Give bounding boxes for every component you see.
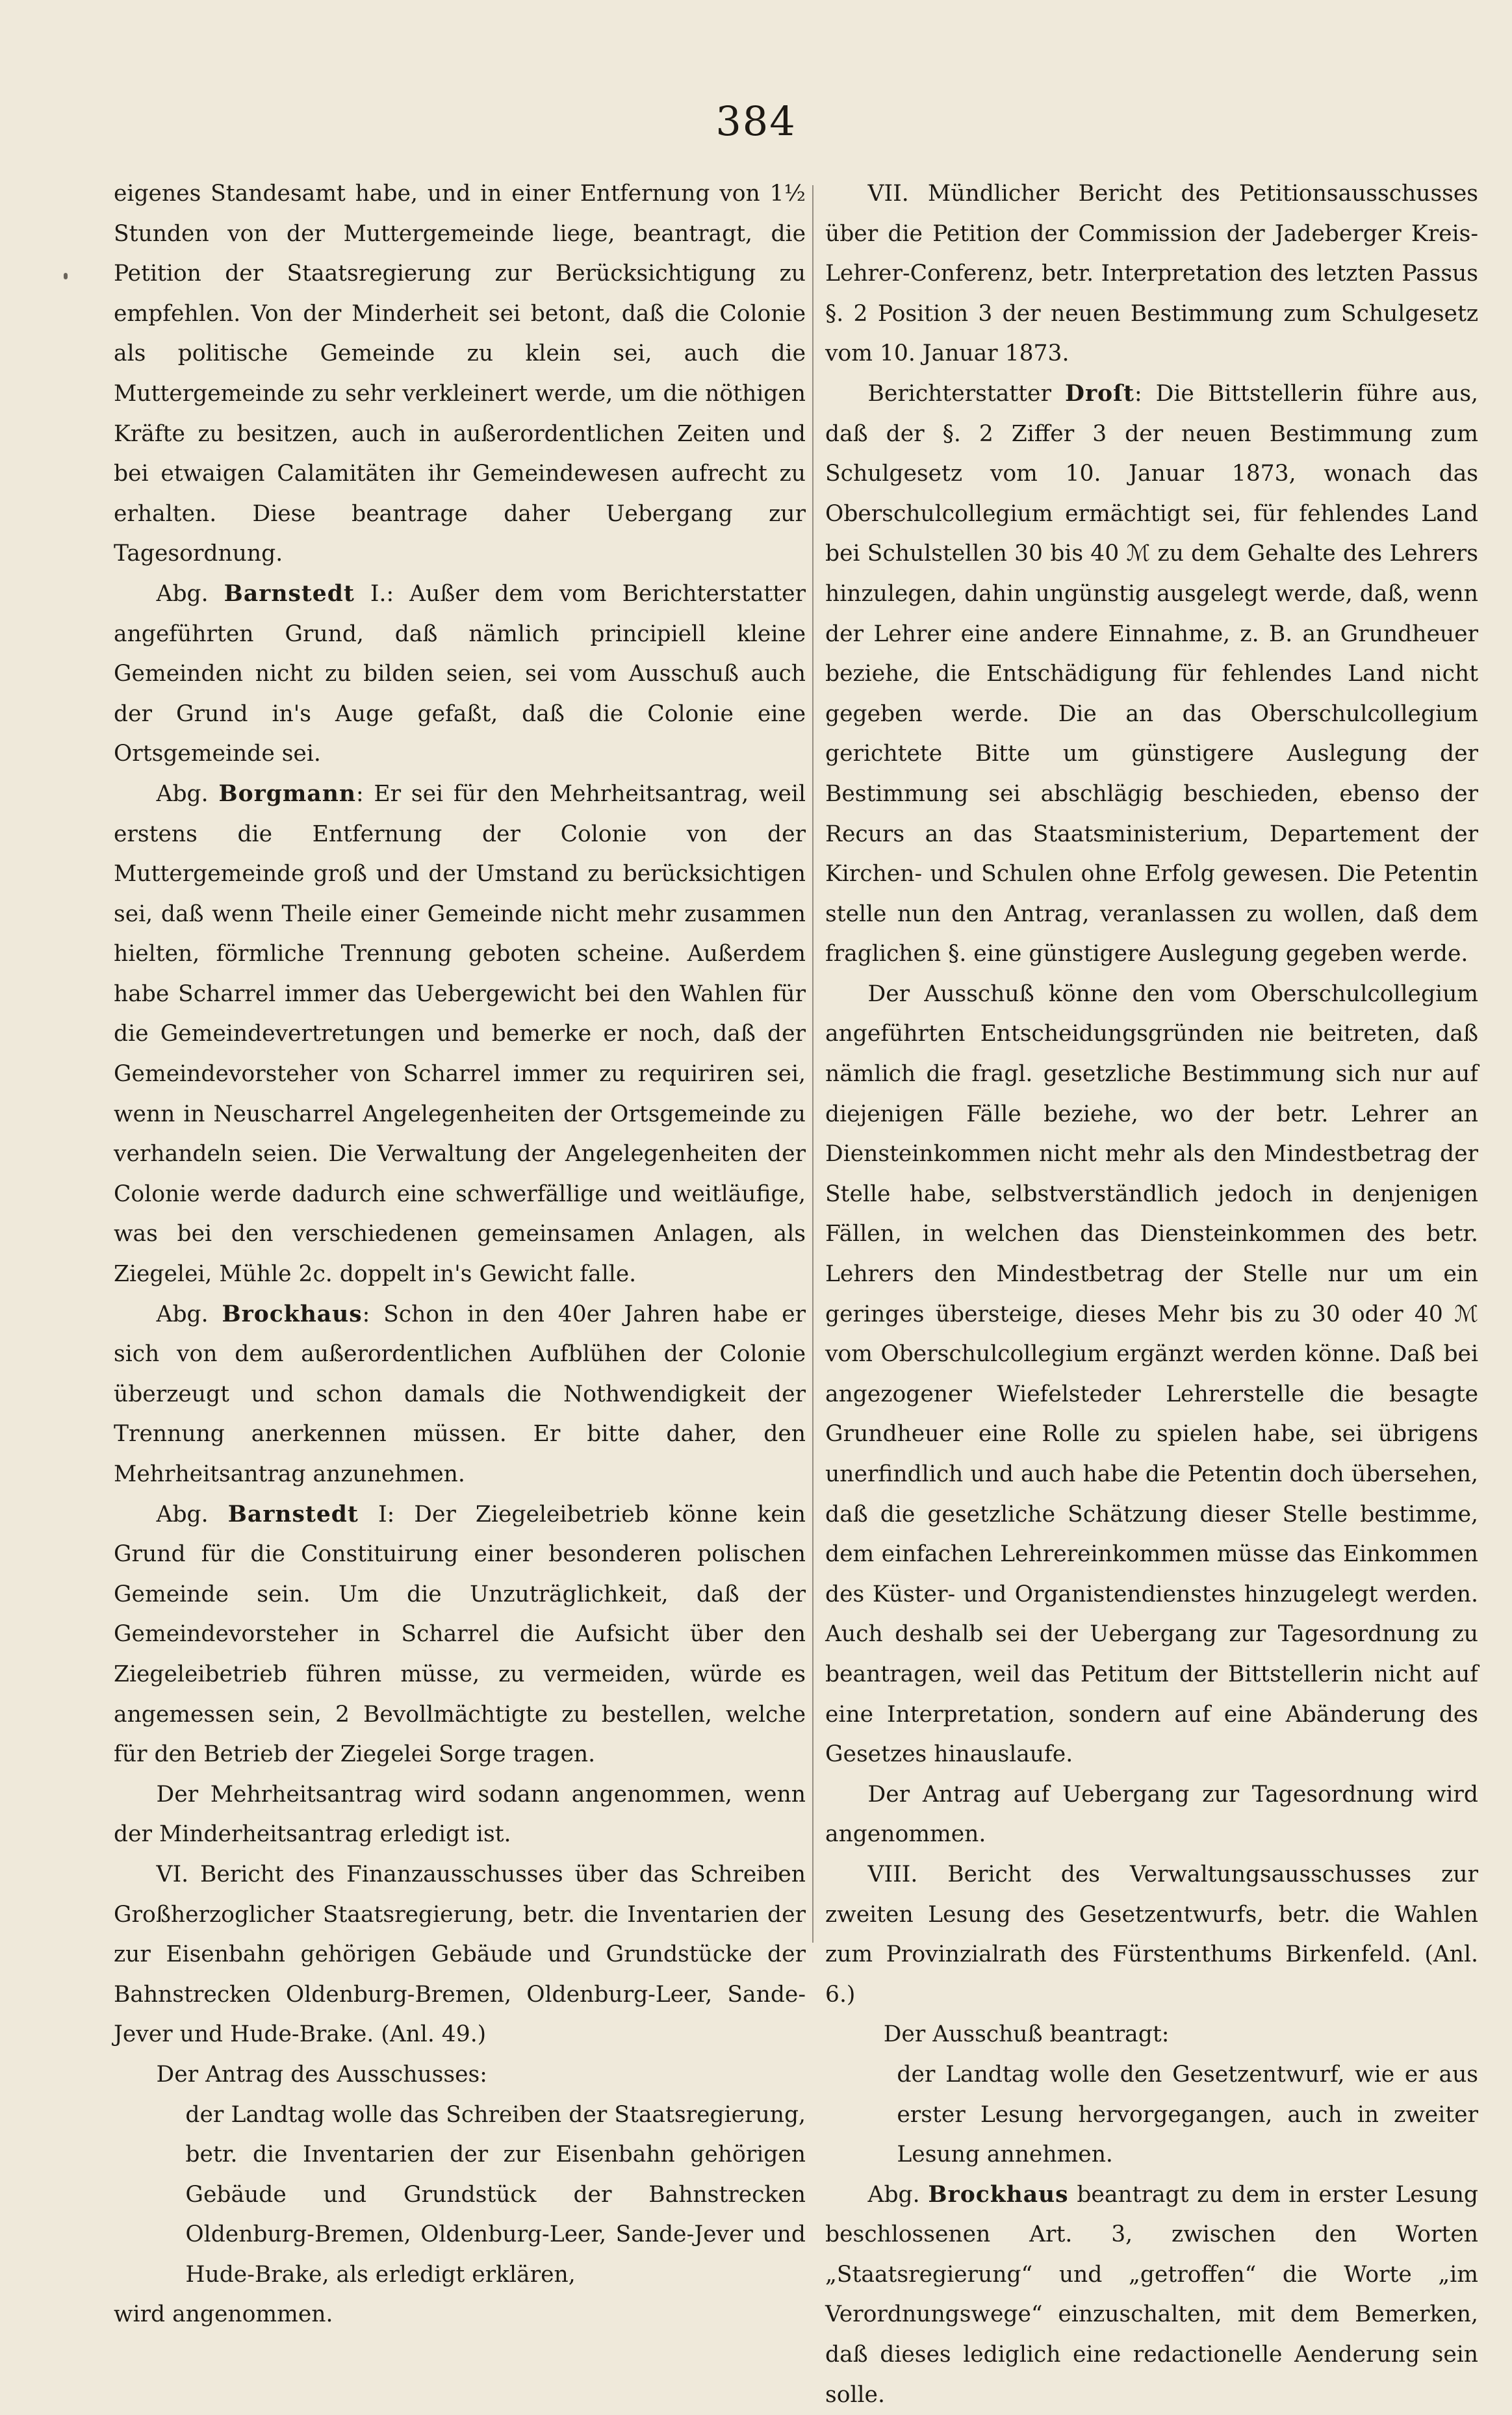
speaker-name: Borgmann xyxy=(218,780,356,807)
margin-mark xyxy=(64,273,68,279)
paragraph: Der Mehrheitsantrag wird sodann angenommen, wenn der Minderheitsantrag erledigt ist. xyxy=(114,1781,806,1848)
paragraph: eigenes Standesamt habe, und in einer Entfernung von 1½ Stunden von der Muttergemeinde liege, beantragt, die Petition der Staatsregierung zur Berücksichtigung zu empfehlen. Von der Minderheit sei betont, daß die Colonie als politische Gemeinde zu klein sei, auch die Muttergemeinde zu sehr verkleinert werde, um die nöthigen Kräfte zu besitzen, auch in außerordentlichen Zeiten und bei etwaigen Calamitäten ihr Gemeindewesen aufrecht zu erhalten. Diese beantrage daher Uebergang zur Tagesordnung. xyxy=(114,181,806,567)
paragraph: Der Antrag auf Uebergang zur Tagesordnung wird angenommen. xyxy=(825,1781,1478,1848)
paragraph: Der Antrag des Ausschusses: xyxy=(156,2061,487,2088)
speaker-prefix: Abg. xyxy=(156,780,209,807)
speaker-name: Brockhaus xyxy=(222,1301,363,1327)
paragraph xyxy=(825,2175,1478,2415)
paragraph xyxy=(825,374,1478,975)
paragraph-text: I: Der Ziegeleibetrieb könne kein Grund für die Constituirung einer besonderen polischen Gemeinde sein. Um die Unzuträglichkeit, daß der Gemeindevorsteher in Scharrel die Aufsicht über den Ziegeleibetrieb führen müsse, zu vermeiden, würde es angemessen sein, 2 Bevollmächtigte zu bestellen, welche für den Betrieb der Ziegelei Sorge tragen. xyxy=(114,1501,806,1768)
paragraph xyxy=(114,574,806,774)
paragraph xyxy=(114,774,806,1295)
paragraph-text: : Er sei für den Mehrheitsantrag, weil erstens die Entfernung der Colonie von der Muttergemeinde groß und der Umstand zu berücksichtigen sei, daß wenn Theile einer Gemeinde nicht mehr zusammen hielten, förmliche Trennung geboten scheine. Außerdem habe Scharrel immer das Uebergewicht bei den Wahlen für die Gemeindevertretungen und bemerke er noch, daß der Gemeindevorsteher von Scharrel immer zu requiriren sei, wenn in Neuscharrel Angelegenheiten der Ortsgemeinde zu verhandeln seien. Die Verwaltung der Angelegenheiten der Colonie werde dadurch eine schwerfällige und weitläufige, was bei den verschiedenen gemeinsamen Anlagen, als Ziegelei, Mühle 2c. doppelt in's Gewicht falle. xyxy=(114,780,806,1288)
paragraph xyxy=(114,1495,806,1775)
section-heading: VIII. Bericht des Verwaltungsausschusses zur zweiten Lesung des Gesetzentwurfs, betr. die Wahlen zum Provinzialrath des Fürstenthums Birkenfeld. (Anl. 6.) xyxy=(825,1861,1478,2008)
speaker-prefix: Berichterstatter xyxy=(867,380,1051,407)
speaker-prefix: Abg. xyxy=(156,580,209,607)
speaker-name: Barnstedt xyxy=(227,1501,359,1527)
speaker-name: Brockhaus xyxy=(928,2181,1069,2208)
column-divider xyxy=(812,185,814,1943)
section-heading: VI. Bericht des Finanzausschusses über das Schreiben Großherzoglicher Staatsregierung, betr. die Inventarien der zur Eisenbahn gehörigen Gebäude und Grundstücke der Bahnstrecken Oldenburg-Bremen, Oldenburg-Leer, Sande-Jever und Hude-Brake. (Anl. 49.) xyxy=(114,1861,806,2048)
paragraph: wird angenommen. xyxy=(114,2301,333,2328)
paragraph-text: beantragt zu dem in erster Lesung beschlossenen Art. 3, zwischen den Worten „Staatsregierung“ und „getroffen“ die Worte „im Verordnungswege“ einzuschalten, mit dem Bemerken, daß dieses lediglich eine redactionelle Aenderung sein solle. xyxy=(825,2181,1479,2408)
speaker-prefix: Abg. xyxy=(156,1301,209,1327)
section-heading: VII. Mündlicher Bericht des Petitionsausschusses über die Petition der Commission der Jadeberger Kreis-Lehrer-Conferenz, betr. Interpretation des letzten Passus §. 2 Position 3 der neuen Bestimmung zum Schulgesetz vom 10. Januar 1873. xyxy=(825,181,1478,367)
motion-text: der Landtag wolle den Gesetzentwurf, wie er aus erster Lesung hervorgegangen, auch in zweiter Lesung annehmen. xyxy=(897,2061,1478,2168)
paragraph: Der Ausschuß beantragt: xyxy=(883,2021,1170,2048)
page-number: 384 xyxy=(715,97,797,145)
left-column xyxy=(114,174,806,2335)
paragraph-text: : Die Bittstellerin führe aus, daß der §. 2 Ziffer 3 der neuen Bestimmung zum Schulgesetz vom 10. Januar 1873, wonach das Oberschulcollegium ermächtigt sei, für fehlendes Land bei Schulstellen 30 bis 40 ℳ zu dem Gehalte des Lehrers hinzulegen, dahin ungünstig ausgelegt werde, daß, wenn der Lehrer eine andere Einnahme, z. B. an Grundheuer beziehe, die Entschädigung für fehlendes Land nicht gegeben werde. Die an das Oberschulcollegium gerichtete Bitte um günstigere Auslegung der Bestimmung sei abschlägig beschieden, ebenso der Recurs an das Staatsministerium, Departement der Kirchen- und Schulen ohne Erfolg gewesen. Die Petentin stelle nun den Antrag, veranlassen zu wollen, daß dem fraglichen §. eine günstigere Auslegung gegeben werde. xyxy=(825,380,1478,967)
motion-text: der Landtag wolle das Schreiben der Staatsregierung, betr. die Inventarien der zur Eisenbahn gehörigen Gebäude und Grundstück der Bahnstrecken Oldenburg-Bremen, Oldenburg-Leer, Sande-Jever und Hude-Brake, als erledigt erklären, xyxy=(185,2101,806,2288)
paragraph-text: I.: Außer dem vom Berichterstatter angeführten Grund, daß nämlich principiell kleine Gemeinden nicht zu bilden seien, sei vom Ausschuß auch der Grund in's Auge gefaßt, daß die Colonie eine Ortsgemeinde sei. xyxy=(114,580,806,767)
speaker-prefix: Abg. xyxy=(156,1501,209,1527)
speaker-name: Barnstedt xyxy=(224,580,355,607)
paragraph-text: : Schon in den 40er Jahren habe er sich von dem außerordentlichen Aufblühen der Colonie überzeugt und schon damals die Nothwendigkeit der Trennung anerkennen müssen. Er bitte daher, den Mehrheitsantrag anzunehmen. xyxy=(114,1301,806,1487)
speaker-name: Droſt xyxy=(1065,380,1134,407)
right-column xyxy=(825,174,1478,2415)
speaker-prefix: Abg. xyxy=(867,2181,920,2208)
paragraph: Der Ausschuß könne den vom Oberschulcollegium angeführten Entscheidungsgründen nie beitreten, daß nämlich die fragl. gesetzliche Bestimmung sich nur auf diejenigen Fälle beziehe, wo der betr. Lehrer an Diensteinkommen nicht mehr als den Mindestbetrag der Stelle habe, selbstverständlich jedoch in denjenigen Fällen, in welchen das Diensteinkommen des betr. Lehrers den Mindestbetrag der Stelle nur um ein geringes übersteige, dieses Mehr bis zu 30 oder 40 ℳ vom Oberschulcollegium ergänzt werden könne. Daß bei angezogener Wiefelsteder Lehrerstelle die besagte Grundheuer eine Rolle zu spielen habe, sei übrigens unerfindlich und auch habe die Petentin doch übersehen, daß die gesetzliche Schätzung dieser Stelle bestimme, dem einfachen Lehrereinkommen müsse das Einkommen des Küster- und Organistendienstes hinzugelegt werden. Auch deshalb sei der Uebergang zur Tagesordnung zu beantragen, weil das Petitum der Bittstellerin nicht auf eine Interpretation, sondern auf eine Abänderung des Gesetzes hinauslaufe. xyxy=(825,980,1478,1768)
paragraph xyxy=(114,1295,806,1495)
